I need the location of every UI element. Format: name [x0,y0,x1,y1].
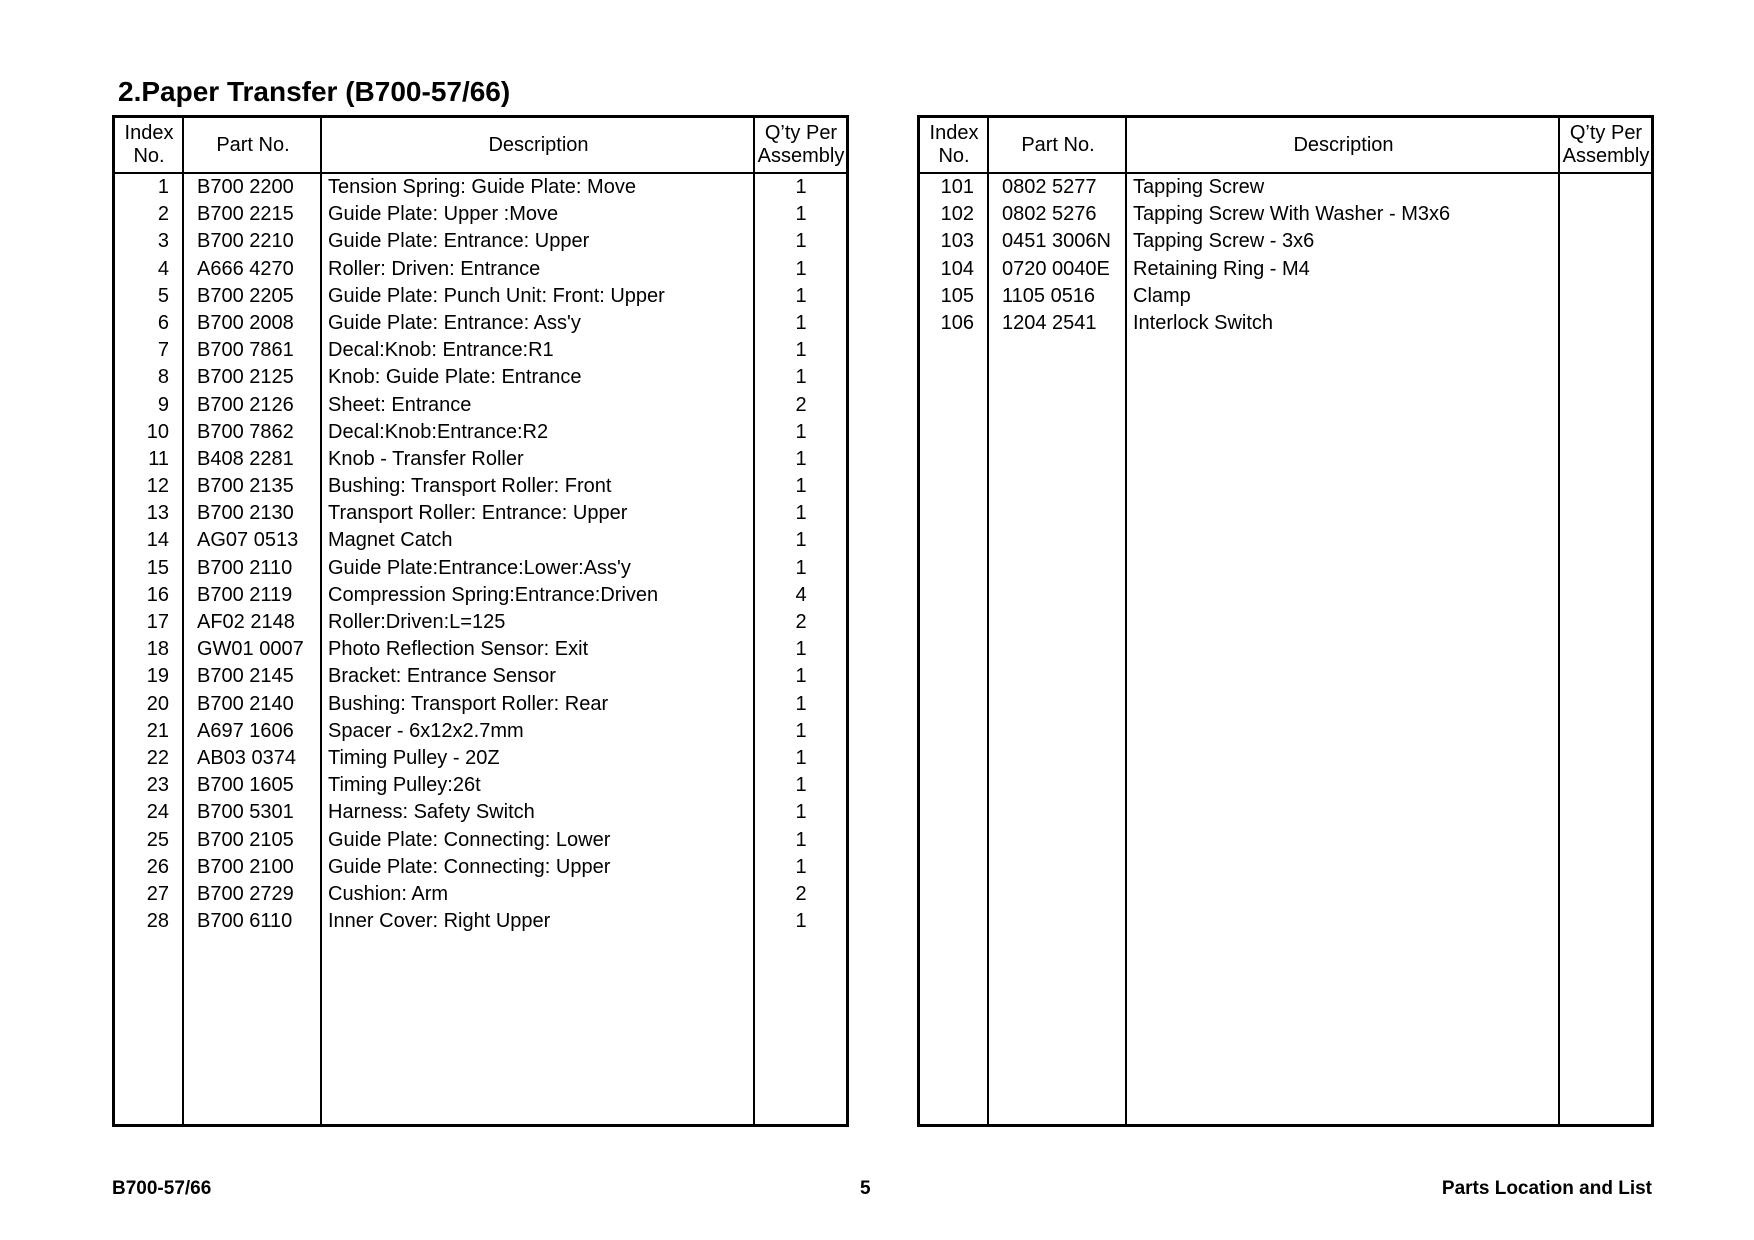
cell-description: Cushion: Arm [328,882,449,905]
cell-qty: 2 [795,882,807,905]
table-body [115,174,846,935]
table-row [115,256,846,283]
cell-description: Timing Pulley - 20Z [328,746,500,769]
table-row [115,174,846,201]
cell-description: Tension Spring: Guide Plate: Move [328,176,636,198]
table-row [115,636,846,663]
cell-part-no: B700 2205 [197,284,294,307]
cell-index: 104 [940,257,974,280]
footer-section-title: Parts Location and List [1441,1178,1652,1199]
cell-description: Roller: Driven: Entrance [328,257,541,280]
table-row [115,772,846,799]
cell-part-no: AG07 0513 [197,529,299,552]
cell-description: Retaining Ring - M4 [1133,257,1310,280]
table-row [115,392,846,419]
cell-index: 101 [940,176,974,198]
cell-qty: 1 [795,257,807,280]
cell-part-no: B700 2140 [197,692,294,715]
cell-qty: 2 [795,393,807,416]
cell-part-no: 1204 2541 [1002,311,1097,334]
cell-index: 102 [940,203,974,226]
cell-qty: 2 [795,611,807,633]
cell-qty: 1 [795,801,807,824]
cell-qty [1561,283,1651,310]
cell-part-no: 0802 5277 [1002,176,1097,198]
cell-qty: 1 [795,746,807,769]
parts-table-right [917,115,1654,1127]
cell-qty: 1 [795,719,807,742]
cell-index: 23 [146,774,169,797]
cell-index: 17 [146,611,169,633]
table-row [115,854,846,881]
table-row [115,799,846,826]
cell-description: Decal:Knob: Entrance:R1 [328,339,554,362]
cell-qty: 4 [795,583,807,606]
cell-description: Decal:Knob:Entrance:R2 [328,420,549,443]
cell-index: 8 [157,366,169,389]
cell-qty: 1 [795,475,807,498]
footer-model: B700-57/66 [112,1178,212,1199]
cell-description: Magnet Catch [328,529,453,552]
table-row [115,908,846,935]
parts-table-left [112,115,849,1127]
cell-description: Bushing: Transport Roller: Front [328,475,612,498]
table-header [920,118,1651,174]
table-row [920,256,1651,283]
cell-qty [1561,310,1651,337]
cell-index: 6 [157,311,169,334]
cell-index: 4 [157,257,169,280]
cell-part-no: B700 6110 [197,910,293,933]
table-row [920,201,1651,228]
cell-qty: 1 [795,665,807,688]
cell-qty [1561,174,1651,201]
cell-description: Guide Plate: Entrance: Upper [328,230,590,253]
cell-description: Spacer - 6x12x2.7mm [328,719,524,742]
cell-part-no: B700 2125 [197,366,294,389]
cell-part-no: 0720 0040E [1002,257,1110,280]
cell-description: Inner Cover: Right Upper [328,910,551,933]
table-row [920,228,1651,255]
cell-description: Sheet: Entrance [328,393,472,416]
cell-qty [1561,201,1651,228]
cell-index: 13 [146,502,169,525]
table-row [115,718,846,745]
cell-part-no: B700 2105 [197,828,294,851]
header-part-no: Part No. [216,133,290,156]
cell-description: Bushing: Transport Roller: Rear [328,692,609,715]
cell-qty [1561,256,1651,283]
cell-part-no: B408 2281 [197,447,294,470]
cell-index: 2 [157,203,169,226]
cell-part-no: B700 7862 [197,420,294,443]
cell-index: 106 [940,311,974,334]
cell-qty: 1 [795,556,807,579]
cell-description: Compression Spring:Entrance:Driven [328,583,659,606]
cell-qty [1561,228,1651,255]
header-index: Index No. [929,122,979,167]
table-row [115,555,846,582]
cell-description: Tapping Screw - 3x6 [1133,230,1315,253]
cell-index: 27 [146,882,169,905]
cell-description: Clamp [1133,284,1191,307]
cell-index: 22 [146,746,169,769]
cell-index: 28 [146,910,169,933]
cell-index: 20 [146,692,169,715]
cell-description: Guide Plate:Entrance:Lower:Ass'y [328,556,631,579]
table-row [115,201,846,228]
cell-qty: 1 [795,176,807,198]
cell-part-no: B700 2215 [197,203,294,226]
cell-part-no: AF02 2148 [197,611,295,633]
cell-description: Guide Plate: Entrance: Ass'y [328,311,581,334]
table-row [115,310,846,337]
table-row [920,283,1651,310]
cell-description: Knob - Transfer Roller [328,447,524,470]
table-row [115,663,846,690]
table-row [115,881,846,908]
cell-index: 11 [148,447,169,470]
cell-index: 14 [146,529,169,552]
footer-page-number: 5 [860,1178,871,1199]
cell-part-no: B700 2008 [197,311,294,334]
table-row [115,609,846,636]
table-row [115,500,846,527]
table-header [115,118,846,174]
cell-description: Photo Reflection Sensor: Exit [328,638,589,661]
cell-index: 7 [157,339,169,362]
table-row [115,364,846,391]
cell-index: 3 [157,230,169,253]
header-qty: Q’ty Per Assembly [1562,122,1650,167]
table-row [115,582,846,609]
cell-qty: 1 [795,230,807,253]
table-row [920,174,1651,201]
cell-description: Guide Plate: Connecting: Lower [328,828,611,851]
table-row [115,527,846,554]
cell-part-no: A666 4270 [197,257,294,280]
cell-part-no: B700 2729 [197,882,294,905]
cell-qty: 1 [795,828,807,851]
cell-qty: 1 [795,339,807,362]
cell-qty: 1 [795,447,807,470]
cell-index: 105 [940,284,974,307]
table-row [115,228,846,255]
cell-part-no: B700 2126 [197,393,294,416]
cell-description: Transport Roller: Entrance: Upper [328,502,628,525]
cell-index: 19 [146,665,169,688]
cell-description: Guide Plate: Punch Unit: Front: Upper [328,284,665,307]
cell-part-no: B700 2210 [197,230,294,253]
cell-description: Roller:Driven:L=125 [328,611,506,633]
cell-part-no: A697 1606 [197,719,294,742]
table-row [115,691,846,718]
cell-qty: 1 [795,638,807,661]
cell-index: 12 [146,475,169,498]
cell-index: 10 [146,420,169,443]
cell-description: Interlock Switch [1133,311,1274,334]
table-row [920,310,1651,337]
cell-index: 15 [146,556,169,579]
cell-index: 16 [146,583,169,606]
cell-index: 24 [146,801,169,824]
cell-qty: 1 [795,692,807,715]
cell-qty: 1 [795,420,807,443]
page-title: 2.Paper Transfer (B700-57/66) [118,76,511,107]
cell-index: 1 [157,176,169,198]
header-description: Description [488,133,589,156]
header-part-no: Part No. [1021,133,1095,156]
cell-index: 18 [146,638,169,661]
table-row [115,827,846,854]
cell-part-no: 1105 0516 [1002,284,1096,307]
cell-qty: 1 [795,203,807,226]
header-description: Description [1293,133,1394,156]
table-row [115,446,846,473]
cell-part-no: B700 2200 [197,176,294,198]
cell-part-no: B700 7861 [197,339,294,362]
cell-qty: 1 [795,774,807,797]
cell-part-no: B700 5301 [197,801,294,824]
cell-qty: 1 [795,284,807,307]
cell-qty: 1 [795,366,807,389]
cell-index: 25 [146,828,169,851]
cell-description: Tapping Screw With Washer - M3x6 [1133,203,1451,226]
table-row [115,337,846,364]
cell-index: 5 [157,284,169,307]
cell-qty: 1 [795,311,807,334]
cell-part-no: B700 2110 [197,556,293,579]
table-row [115,419,846,446]
cell-description: Guide Plate: Upper :Move [328,203,559,226]
cell-description: Guide Plate: Connecting: Upper [328,855,611,878]
cell-qty: 1 [795,502,807,525]
cell-index: 26 [146,855,169,878]
cell-index: 21 [146,719,169,742]
cell-part-no: 0802 5276 [1002,203,1097,226]
cell-index: 103 [940,230,974,253]
header-index: Index No. [124,122,174,167]
table-row [115,473,846,500]
cell-index: 9 [157,393,169,416]
cell-qty: 1 [795,910,807,933]
cell-description: Timing Pulley:26t [328,774,481,797]
table-row [115,745,846,772]
cell-part-no: B700 1605 [197,774,294,797]
cell-part-no: 0451 3006N [1002,230,1111,253]
cell-description: Harness: Safety Switch [328,801,535,824]
cell-description: Tapping Screw [1133,176,1265,198]
cell-part-no: B700 2119 [197,583,293,606]
cell-qty: 1 [795,529,807,552]
cell-part-no: AB03 0374 [197,746,296,769]
cell-qty: 1 [795,855,807,878]
cell-part-no: B700 2130 [197,502,294,525]
cell-part-no: B700 2100 [197,855,294,878]
cell-description: Knob: Guide Plate: Entrance [328,366,582,389]
table-body [920,174,1651,337]
cell-part-no: B700 2145 [197,665,294,688]
cell-part-no: B700 2135 [197,475,294,498]
cell-description: Bracket: Entrance Sensor [328,665,556,688]
table-row [115,283,846,310]
header-qty: Q’ty Per Assembly [757,122,845,167]
cell-part-no: GW01 0007 [197,638,304,661]
